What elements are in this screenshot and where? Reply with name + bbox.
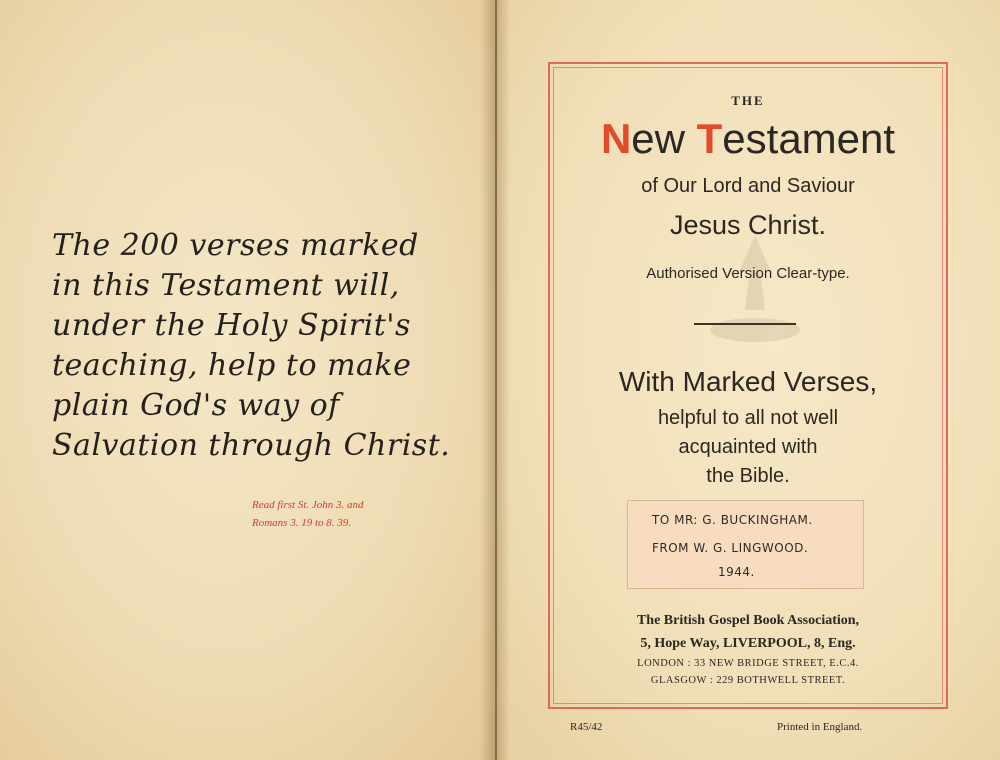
inscription-line: The 200 verses marked [52, 228, 419, 263]
inscription-line: teaching, help to make [52, 348, 412, 383]
subtitle-lord-saviour: of Our Lord and Saviour [641, 175, 855, 197]
red-reading-stamp [252, 496, 452, 532]
faint-emblem-watermark [700, 230, 810, 350]
title-initial-t: T [696, 115, 723, 162]
title-word-new: ew [631, 115, 697, 162]
helpful-line: helpful to all not well [657, 407, 839, 429]
glasgow-address: GLASGOW : 229 BOTHWELL STREET. [650, 675, 846, 686]
book-title [548, 115, 948, 163]
gift-sender: FROM W. G. LINGWOOD. [652, 541, 809, 555]
title-initial-n: N [600, 115, 632, 162]
helpful-line: acquainted with [678, 436, 818, 458]
publisher-address: 5, Hope Way, LIVERPOOL, 8, Eng. [640, 636, 856, 651]
inscription-line: under the Holy Spirit's [52, 308, 411, 343]
gift-year: 1944. [718, 565, 755, 579]
subtitle-jesus-christ: Jesus Christ. [669, 210, 827, 240]
gift-recipient: TO MR: G. BUCKINGHAM. [652, 513, 813, 527]
inscription-line: plain God's way of [52, 388, 340, 423]
inscription-line: Salvation through Christ. [52, 428, 451, 463]
gift-label [628, 501, 863, 588]
london-address: LONDON : 33 NEW BRIDGE STREET, E.C.4. [637, 658, 859, 669]
helpful-text [548, 404, 948, 491]
printed-in-england: Printed in England. [777, 721, 863, 733]
stamp-line: Read first St. John 3. and [252, 499, 364, 511]
inscription-line: in this Testament will, [52, 268, 400, 303]
book-spine [495, 0, 497, 760]
title-the: THE [731, 93, 765, 108]
publisher-name: The British Gospel Book Association, [636, 613, 860, 628]
stamp-line: Romans 3. 19 to 8. 39. [252, 517, 351, 529]
helpful-line: the Bible. [706, 465, 790, 487]
version-line: Authorised Version Clear-type. [646, 265, 850, 282]
divider-rule [694, 323, 796, 325]
title-word-testament: estament [722, 115, 896, 162]
print-code: R45/42 [570, 721, 603, 733]
handwritten-inscription [52, 226, 452, 466]
marked-verses-heading: With Marked Verses, [618, 366, 878, 397]
